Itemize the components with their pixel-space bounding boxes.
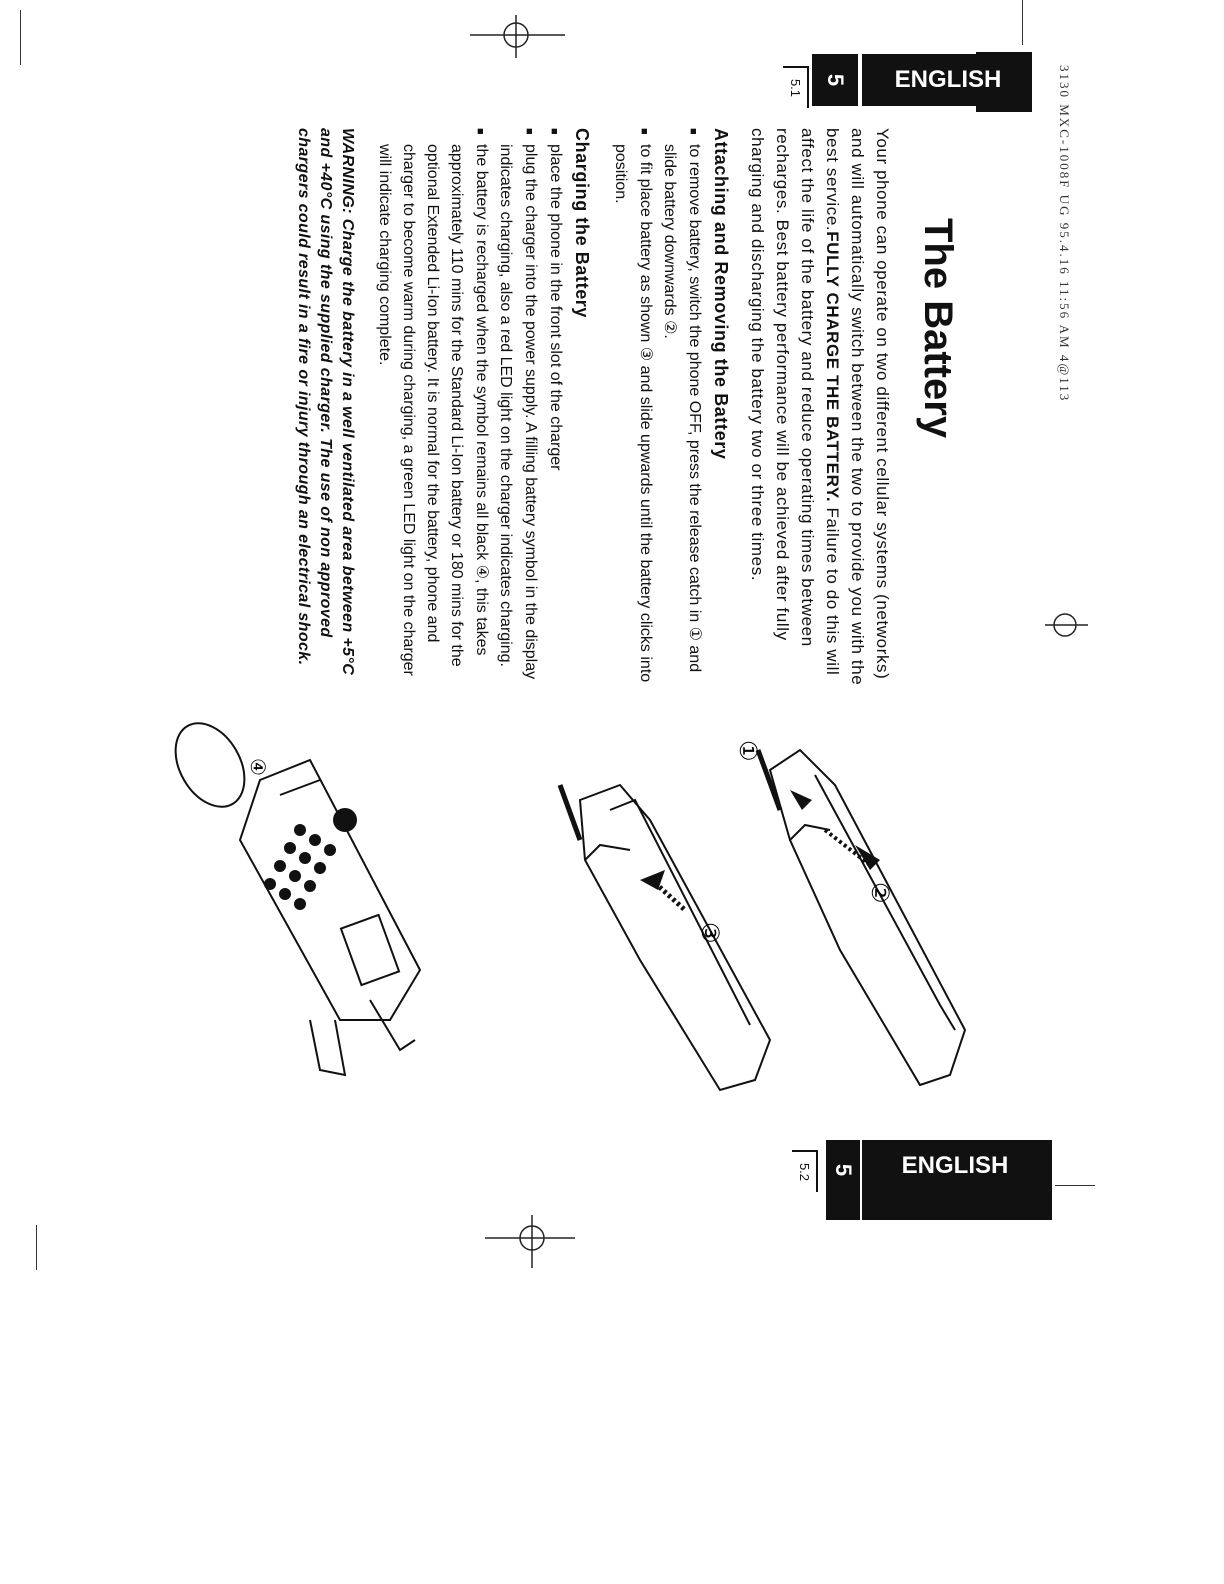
callout-2: ② — [866, 882, 893, 904]
section-heading-charging: Charging the Battery — [572, 128, 592, 319]
bullet-fit-battery: ■ to fit place battery as shown ③ and slide upwards until the battery clicks into position. — [608, 128, 657, 688]
language-label-bottom: ENGLISH — [901, 1152, 1009, 1179]
section-heading-attaching: Attaching and Removing the Battery — [711, 128, 731, 460]
illustration-charging — [170, 720, 430, 1100]
crop-line-left-bottom — [36, 1225, 37, 1270]
text-column — [276, 128, 960, 688]
crop-line-right-top — [1022, 0, 1023, 45]
language-label-top: ENGLISH — [894, 66, 1002, 93]
crop-line-left-top — [20, 10, 21, 65]
section-number-top: 5 — [823, 73, 848, 87]
callout-1: ① — [734, 740, 761, 762]
registration-mark-bottom — [480, 1210, 580, 1270]
bullet-plug-charger: ■ plug the charger into the power supply. A filling battery symbol in the display indicates charging, also a red LED light on the charger indicates charging. — [493, 128, 542, 688]
illustration-fit-battery — [540, 770, 800, 1100]
crop-line-right-tab — [1055, 1185, 1095, 1186]
page-title: The Battery — [916, 218, 960, 439]
section-number-bottom: 5 — [831, 1163, 856, 1177]
intro-paragraph — [745, 128, 895, 688]
bullet-recharged: ■ the battery is recharged when the symbol remains all black ④, this takes approximately 110 mins for the Standard Li-Ion battery or 180 mins for the optional Extended Li-Ion battery. It is normal for the battery, phone and charger to become warm during charging, a green LED light on the charger will indicate charging complete. — [372, 128, 493, 688]
callout-4: ④ — [246, 758, 268, 776]
bullet-place-phone: ■ place the phone in the front slot of the charger — [542, 128, 567, 688]
warning-text: WARNING: Charge the battery in a well ventilated area between +5°C and +40°C using the supplied charger. The use of non approved chargers could result in a fire or injury through an electrical shock. — [295, 128, 356, 676]
registration-mark-right — [1040, 600, 1090, 650]
intro-bold: FULLY CHARGE THE BATTERY. — [823, 231, 842, 503]
bullet-remove-battery: ■ to remove battery, switch the phone OFF, press the release catch in ① and slide battery downwards ②. — [657, 128, 706, 688]
intro-text-2: Failure to do this will affect the life of the battery and reduce operating times between recharges. Best battery performance will be achieved after fully charging and discharging the battery two or three times. — [748, 128, 842, 676]
intro-text-1: Your phone can operate on two different cellular systems (networks) and will automatically switch between the two to provide you with the best service. — [823, 128, 892, 686]
page-number-top: 5.1 — [783, 66, 809, 108]
registration-mark-top — [470, 10, 570, 60]
print-info: 3130 MXC-1008F UG 95.4.16 11:56 AM 4@113 — [1057, 65, 1072, 403]
callout-3: ③ — [696, 922, 723, 944]
page-number-bottom: 5.2 — [792, 1150, 818, 1192]
